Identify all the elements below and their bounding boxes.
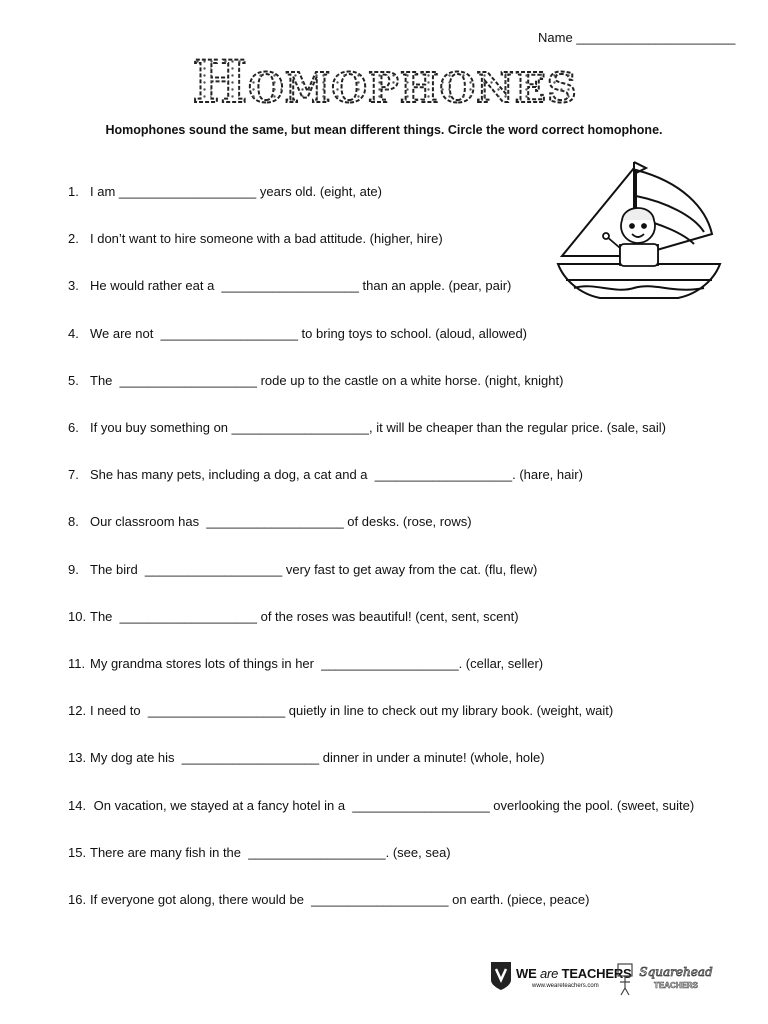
question-number: 10. bbox=[68, 609, 87, 624]
question-text: She has many pets, including a dog, a cat and a ___________________. (hare, hair) bbox=[90, 467, 583, 482]
question-text: There are many fish in the ___________________. (see, sea) bbox=[90, 845, 451, 860]
wat-wordmark bbox=[516, 966, 632, 981]
squarehead-teachers-logo bbox=[616, 958, 716, 998]
squarehead-line2: TEACHERS bbox=[653, 981, 699, 990]
question-item bbox=[68, 420, 666, 435]
question-text: On vacation, we stayed at a fancy hotel in a ___________________ overlooking the pool. (sweet, suite) bbox=[90, 798, 695, 813]
question-text: I don’t want to hire someone with a bad attitude. (higher, hire) bbox=[90, 231, 443, 246]
wat-url: www.weareteachers.com bbox=[532, 983, 599, 989]
question-text: My grandma stores lots of things in her ___________________. (cellar, seller) bbox=[90, 656, 544, 671]
question-item bbox=[68, 845, 451, 860]
wat-we: WE bbox=[516, 966, 537, 981]
question-item bbox=[68, 656, 543, 671]
question-number: 8. bbox=[68, 514, 79, 529]
question-item bbox=[68, 703, 613, 718]
question-number: 16. bbox=[68, 892, 87, 907]
question-item bbox=[68, 892, 589, 907]
question-number: 3. bbox=[68, 278, 79, 293]
question-number: 4. bbox=[68, 326, 79, 341]
question-number: 7. bbox=[68, 467, 79, 482]
question-number: 5. bbox=[68, 373, 79, 388]
question-number: 1. bbox=[68, 184, 79, 199]
question-item bbox=[68, 184, 382, 199]
question-item bbox=[68, 562, 537, 577]
question-number: 9. bbox=[68, 562, 79, 577]
question-item bbox=[68, 609, 519, 624]
instructions: Homophones sound the same, but mean different things. Circle the word correct homophone. bbox=[105, 123, 663, 137]
worksheet-title bbox=[180, 44, 590, 114]
question-text: I need to ___________________ quietly in line to check out my library book. (weight, wait) bbox=[90, 703, 614, 718]
question-text: Our classroom has ___________________ of desks. (rose, rows) bbox=[90, 514, 472, 529]
wat-shield-icon bbox=[488, 960, 514, 992]
question-item bbox=[68, 467, 583, 482]
question-item bbox=[68, 326, 527, 341]
question-item bbox=[68, 750, 545, 765]
question-text: If you buy something on ___________________, it will be cheaper than the regular price. (sale, sail) bbox=[90, 420, 666, 435]
question-text: My dog ate his ___________________ dinner in under a minute! (whole, hole) bbox=[90, 750, 545, 765]
name-label: Name bbox=[538, 30, 573, 45]
squarehead-logo-art bbox=[616, 958, 716, 998]
wat-are: are bbox=[539, 966, 559, 981]
sailboat-illustration bbox=[554, 156, 724, 306]
question-text: We are not ___________________ to bring toys to school. (aloud, allowed) bbox=[90, 326, 528, 341]
squarehead-line1: Squarehead bbox=[639, 965, 713, 979]
name-blank: ______________________ bbox=[576, 30, 736, 45]
question-number: 2. bbox=[68, 231, 79, 246]
question-text: The ___________________ of the roses was beautiful! (cent, sent, scent) bbox=[90, 609, 519, 624]
name-field-line bbox=[538, 30, 735, 45]
question-number: 11. bbox=[68, 656, 86, 671]
question-text: The ___________________ rode up to the castle on a white horse. (night, knight) bbox=[90, 373, 564, 388]
question-number: 6. bbox=[68, 420, 79, 435]
question-item bbox=[68, 798, 694, 813]
title-text: Homophones bbox=[192, 48, 578, 114]
question-item bbox=[68, 514, 472, 529]
wat-teachers: TEACHERS bbox=[561, 966, 632, 981]
question-number: 13. bbox=[68, 750, 87, 765]
question-text: I am ___________________ years old. (eight, ate) bbox=[90, 184, 382, 199]
question-item bbox=[68, 231, 443, 246]
question-item bbox=[68, 278, 511, 293]
we-are-teachers-logo bbox=[486, 956, 632, 996]
question-number: 12. bbox=[68, 703, 87, 718]
question-text: If everyone got along, there would be ___________________ on earth. (piece, peace) bbox=[90, 892, 590, 907]
question-number: 14. bbox=[68, 798, 87, 813]
question-text: He would rather eat a ___________________ than an apple. (pear, pair) bbox=[90, 278, 512, 293]
question-number: 15. bbox=[68, 845, 87, 860]
question-text: The bird ___________________ very fast to get away from the cat. (flu, flew) bbox=[90, 562, 538, 577]
question-item bbox=[68, 373, 563, 388]
